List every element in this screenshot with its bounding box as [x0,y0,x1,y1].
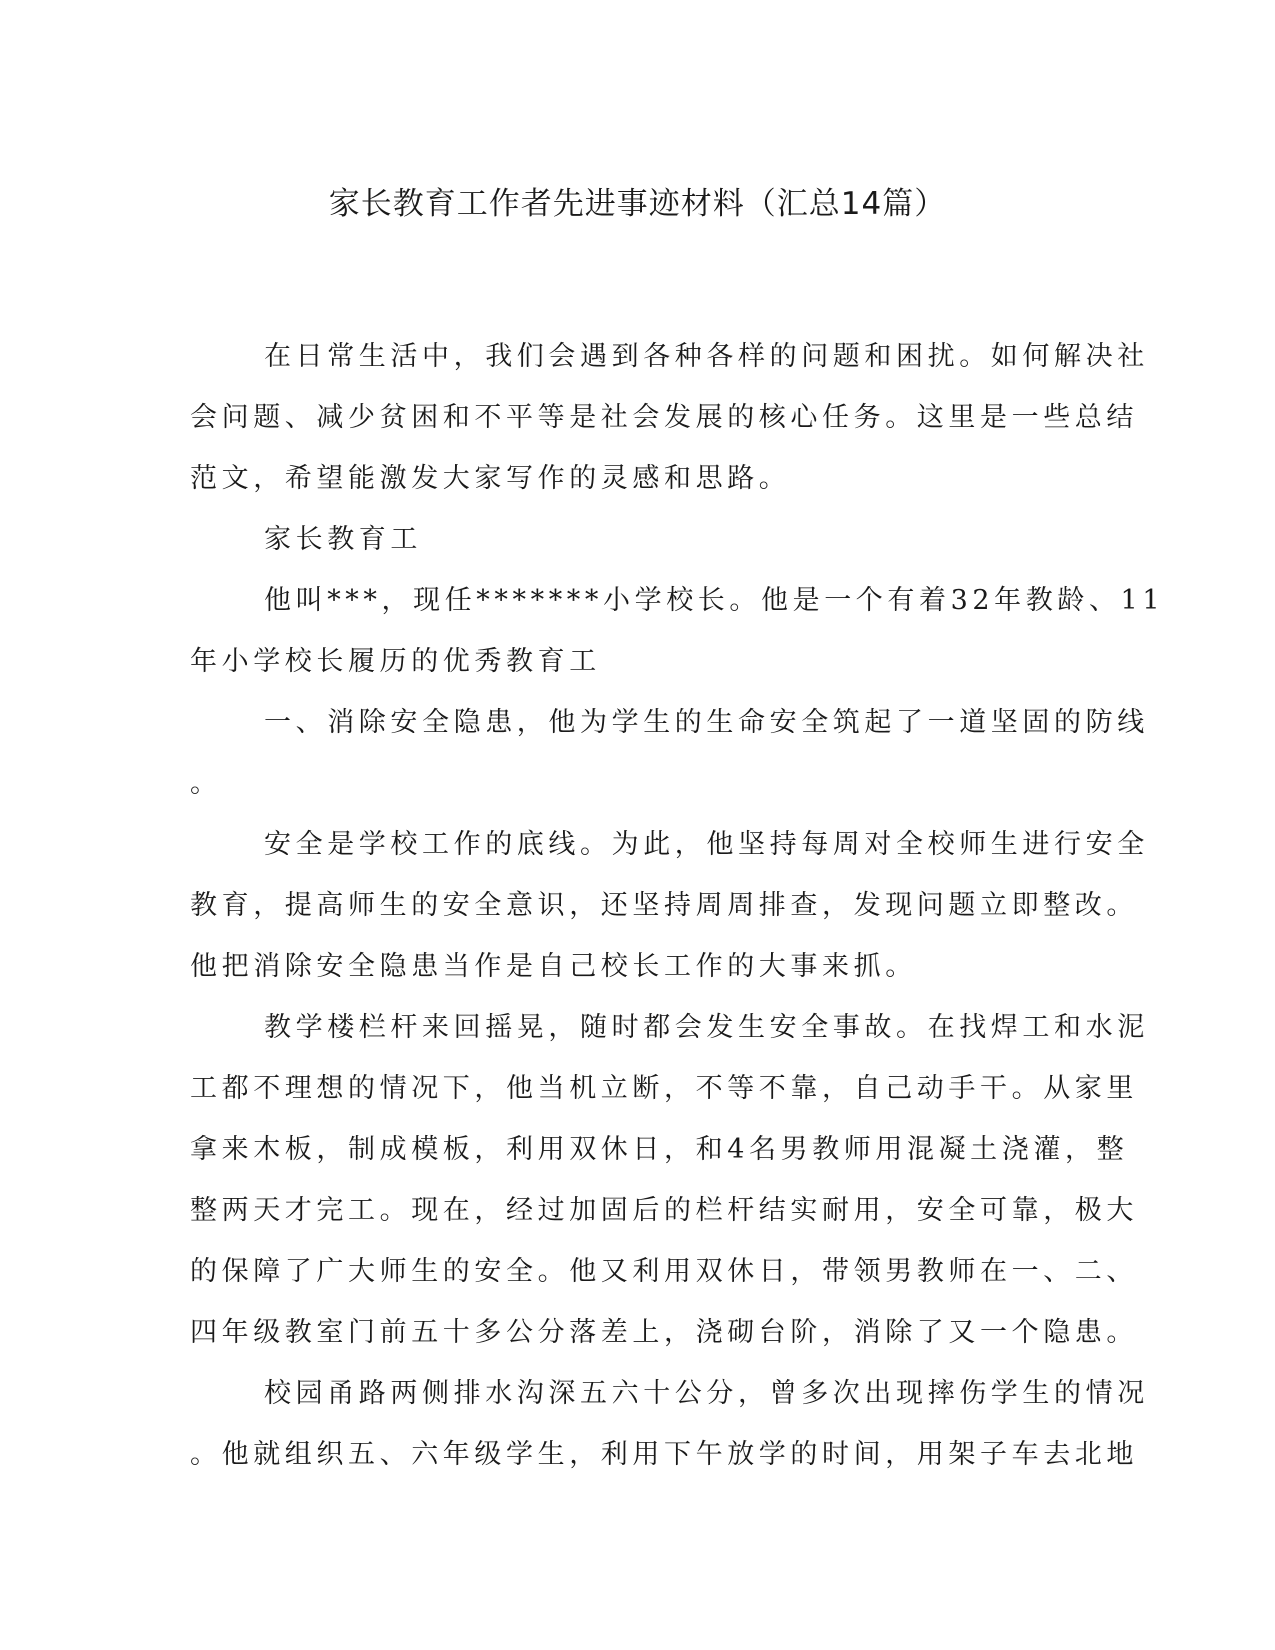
text-line: 四年级教室门前五十多公分落差上，浇砌台阶，消除了又一个隐患。 [190,1317,1138,1348]
text-line: 校园甬路两侧排水沟深五六十公分，曾多次出现摔伤学生的情况 [264,1378,1149,1409]
text-line: 范文，希望能激发大家写作的灵感和思路。 [190,463,791,494]
document-body [190,326,1165,1485]
text-line: 。他就组织五、六年级学生，利用下午放学的时间，用架子车去北地 [190,1439,1138,1470]
text-line: 年小学校长履历的优秀教育工 [190,646,601,677]
text-line: 教学楼栏杆来回摇晃，随时都会发生安全事故。在找焊工和水泥 [264,1012,1149,1043]
text-line: 的保障了广大师生的安全。他又利用双休日，带领男教师在一、二、 [190,1256,1138,1287]
text-line: 在日常生活中，我们会遇到各种各样的问题和困扰。如何解决社 [264,341,1149,372]
document-title: 家长教育工作者先进事迹材料（汇总14篇） [328,186,947,222]
text-line: 工都不理想的情况下，他当机立断，不等不靠，自己动手干。从家里 [190,1073,1138,1104]
text-line: 家长教育工 [264,524,422,555]
text-line: 拿来木板，制成模板，利用双休日，和4名男教师用混凝土浇灌，整 [190,1134,1129,1165]
text-line: 整两天才完工。现在，经过加固后的栏杆结实耐用，安全可靠，极大 [190,1195,1138,1226]
text-line: 他把消除安全隐患当作是自己校长工作的大事来抓。 [190,951,917,982]
text-line: 他叫***，现任*******小学校长。他是一个有着32年教龄、11 [264,585,1165,616]
text-line: 。 [190,768,222,799]
text-line: 会问题、减少贫困和不平等是社会发展的核心任务。这里是一些总结 [190,402,1138,433]
text-line: 安全是学校工作的底线。为此，他坚持每周对全校师生进行安全 [264,829,1149,860]
text-line: 一、消除安全隐患，他为学生的生命安全筑起了一道坚固的防线 [264,707,1149,738]
text-line: 教育，提高师生的安全意识，还坚持周周排查，发现问题立即整改。 [190,890,1138,921]
